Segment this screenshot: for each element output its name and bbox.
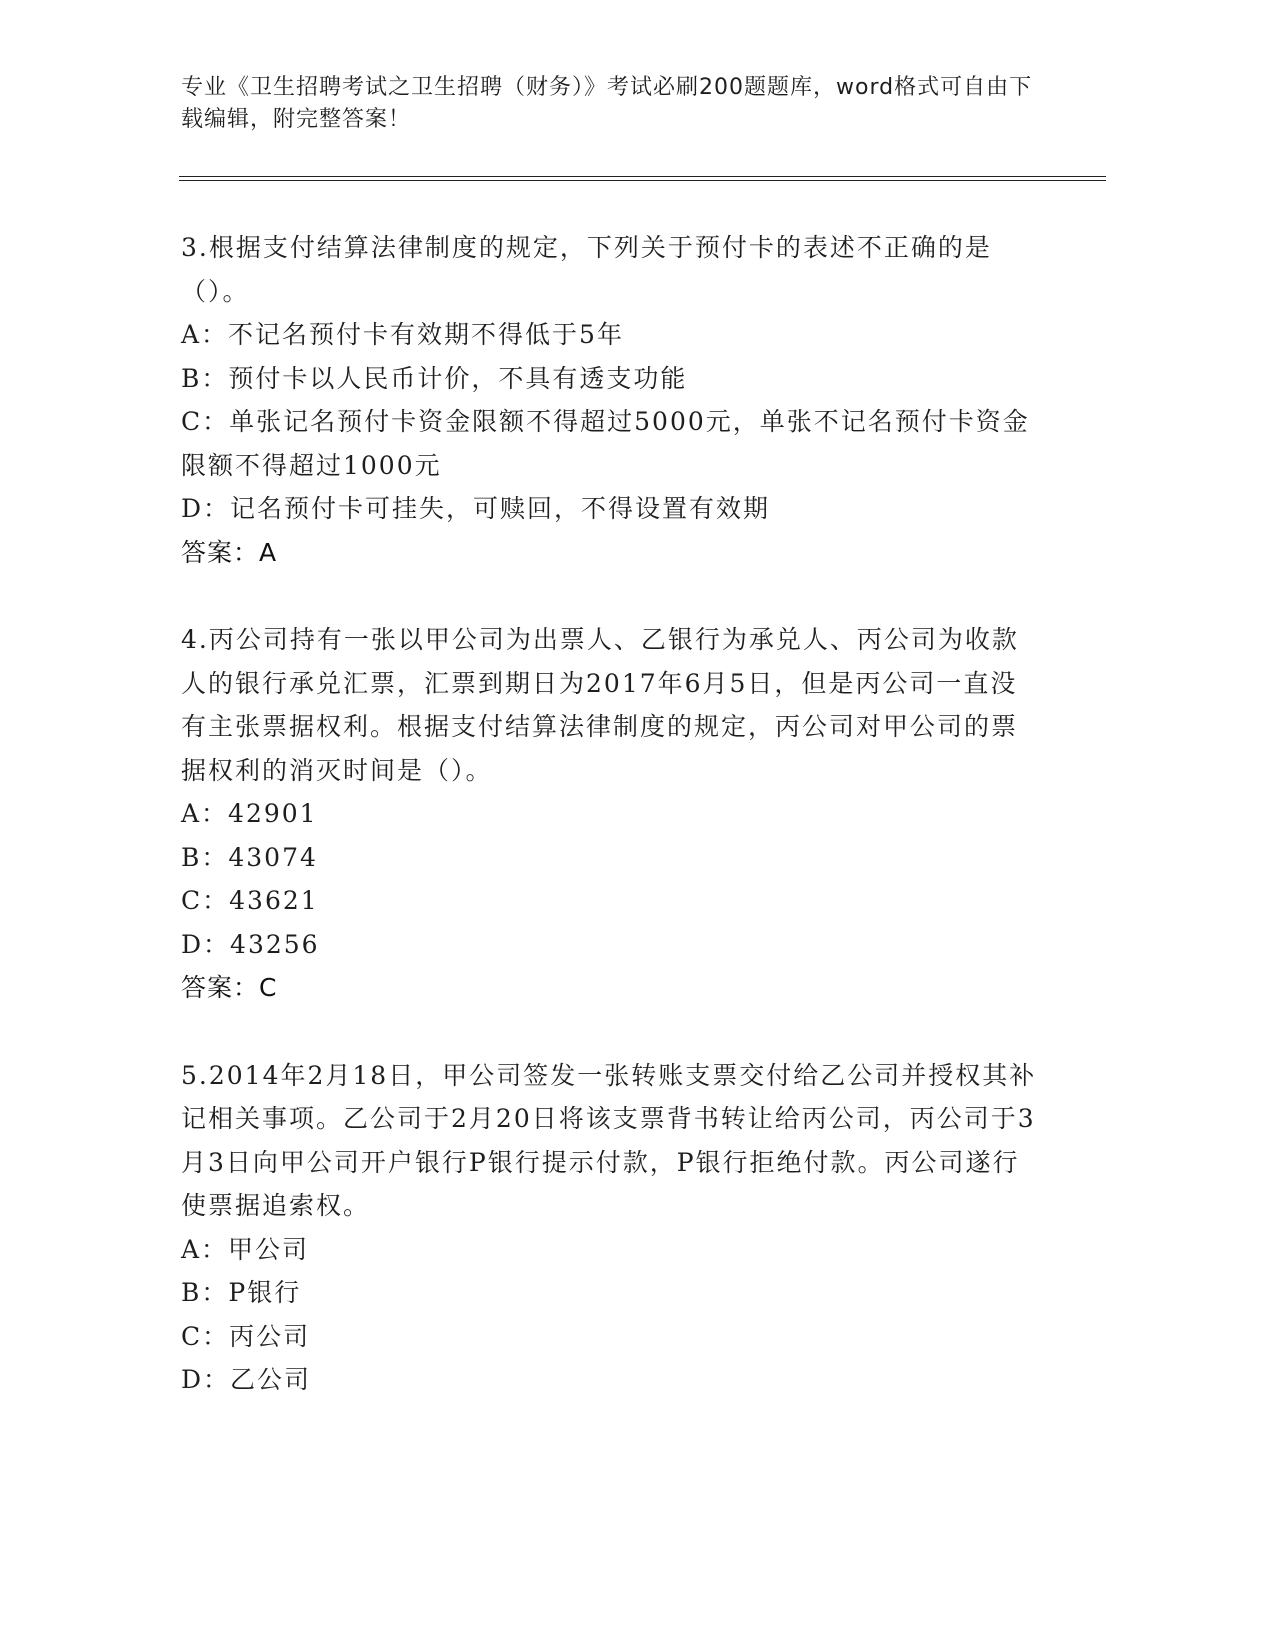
question-3 <box>181 226 1041 574</box>
header-divider <box>179 176 1106 181</box>
option-c: C：丙公司 <box>181 1321 311 1351</box>
question-stem: 3.根据支付结算法律制度的规定，下列关于预付卡的表述不正确的是（）。 <box>181 233 992 306</box>
question-5 <box>181 1054 1041 1402</box>
question-list <box>181 226 1041 1446</box>
option-b: B：预付卡以人民币计价，不具有透支功能 <box>181 363 688 393</box>
option-a: A：42901 <box>181 799 318 828</box>
option-a: A：不记名预付卡有效期不得低于5年 <box>181 320 624 349</box>
question-stem: 4.丙公司持有一张以甲公司为出票人、乙银行为承兑人、丙公司为收款人的银行承兑汇票，汇票到期日为2017年6月5日，但是丙公司一直没有主张票据权利。根据支付结算法律制度的规定，丙公司对甲公司的票据权利的消灭时间是（）。 <box>181 625 1019 785</box>
answer-line: 答案：C <box>181 973 278 1002</box>
answer-line: 答案：A <box>181 537 278 567</box>
option-a: A：甲公司 <box>181 1234 310 1264</box>
option-b: B：P银行 <box>181 1278 302 1307</box>
option-c: C：单张记名预付卡资金限额不得超过5000元，单张不记名预付卡资金限额不得超过1000元 <box>181 407 1030 480</box>
option-d: D：记名预付卡可挂失，可赎回，不得设置有效期 <box>181 494 771 523</box>
option-d: D：43256 <box>181 929 320 959</box>
question-4 <box>181 618 1041 1010</box>
document-header: 专业《卫生招聘考试之卫生招聘（财务）》考试必刷200题题库，word格式可自由下载编辑，附完整答案！ <box>181 75 1033 132</box>
option-c: C：43621 <box>181 886 319 915</box>
option-b: B：43074 <box>181 842 318 872</box>
question-stem: 5.2014年2月18日，甲公司签发一张转账支票交付给乙公司并授权其补记相关事项。乙公司于2月20日将该支票背书转让给丙公司，丙公司于3月3日向甲公司开户银行P银行提示付款，P银行拒绝付款。丙公司遂行使票据追索权。 <box>181 1060 1037 1220</box>
option-d: D：乙公司 <box>181 1365 312 1394</box>
